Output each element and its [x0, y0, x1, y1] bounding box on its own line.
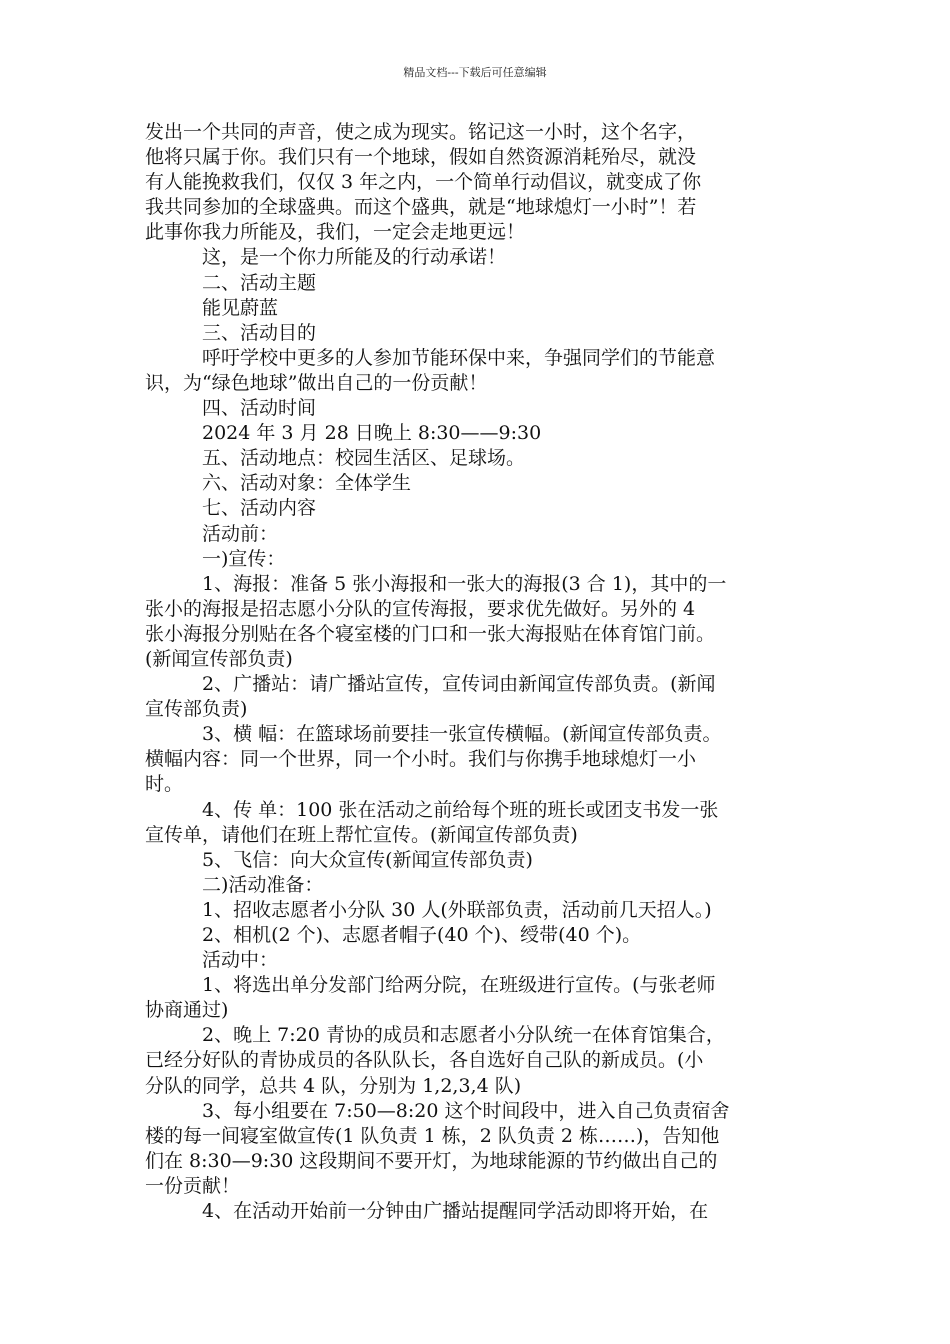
paragraph	[145, 672, 815, 722]
text-line: 1、将选出单分发部门给两分院，在班级进行宣传。(与张老师	[202, 974, 716, 997]
text-line: 已经分好队的青协成员的各队队长，各自选好自己队的新成员。(小	[145, 1049, 704, 1072]
text-line: 2024 年 3 月 28 日晚上 8:30——9:30	[202, 422, 542, 445]
text-line: 呼吁学校中更多的人参加节能环保中来，争强同学们的节能意	[202, 346, 716, 369]
paragraph	[145, 973, 815, 1023]
text-line: 宣传单，请他们在班上帮忙宣传。(新闻宣传部负责)	[145, 823, 578, 846]
paragraph	[145, 572, 815, 672]
paragraph	[145, 898, 815, 923]
paragraph	[145, 1199, 815, 1224]
text-line: 他将只属于你。我们只有一个地球，假如自然资源消耗殆尽，就没	[145, 146, 697, 169]
text-line: 三、活动目的	[202, 321, 317, 344]
text-line: 2、相机(2 个)、志愿者帽子(40 个)、绶带(40 个)。	[202, 924, 642, 946]
text-line: 宣传部负责)	[145, 698, 248, 721]
paragraph	[145, 798, 815, 848]
text-line: 此事你我力所能及，我们，一定会走地更远！	[145, 221, 526, 244]
text-line: 时。	[145, 773, 184, 796]
text-line: (新闻宣传部负责)	[145, 647, 293, 670]
paragraph	[145, 446, 815, 471]
paragraph	[145, 923, 815, 948]
text-line: 4、传 单：100 张在活动之前给每个班的班长或团支书发一张	[202, 798, 719, 821]
text-line: 2、晚上 7:20 青协的成员和志愿者小分队统一在体育馆集合，	[202, 1024, 725, 1047]
text-line: 1、招收志愿者小分队 30 人(外联部负责，活动前几天招人。)	[202, 898, 712, 921]
text-line: 3、每小组要在 7:50—8:20 这个时间段中，进入自己负责宿舍	[202, 1099, 730, 1122]
paragraph	[145, 1023, 815, 1098]
text-line: 2、广播站：请广播站宣传，宣传词由新闻宣传部负责。(新闻	[202, 673, 716, 696]
paragraph	[145, 321, 815, 346]
paragraph	[145, 245, 815, 270]
paragraph	[145, 1099, 815, 1199]
document-body	[145, 120, 815, 1224]
text-line: 活动中：	[202, 949, 279, 972]
paragraph	[145, 496, 815, 521]
paragraph	[145, 346, 815, 396]
text-line: 六、活动对象：全体学生	[202, 472, 412, 495]
text-line: 一)宣传：	[202, 547, 286, 570]
text-line: 1、海报：准备 5 张小海报和一张大的海报(3 合 1)，其中的一	[202, 572, 727, 595]
text-line: 发出一个共同的声音，使之成为现实。铭记这一小时，这个名字，	[145, 121, 697, 143]
text-line: 5、飞信：向大众宣传(新闻宣传部负责)	[202, 848, 533, 871]
paragraph	[145, 948, 815, 973]
text-line: 张小的海报是招志愿小分队的宣传海报，要求优先做好。另外的 4	[145, 597, 696, 620]
text-line: 横幅内容：同一个世界，同一个小时。我们与你携手地球熄灯一小	[145, 748, 697, 771]
text-line: 分队的同学，总共 4 队，分别为 1,2,3,4 队)	[145, 1074, 522, 1097]
paragraph	[145, 421, 815, 446]
paragraph	[145, 120, 815, 245]
paragraph	[145, 271, 815, 296]
paragraph	[145, 848, 815, 873]
text-line: 七、活动内容	[202, 497, 317, 520]
text-line: 四、活动时间	[202, 397, 317, 420]
text-line: 一份贡献！	[145, 1174, 241, 1197]
text-line: 这，是一个你力所能及的行动承诺！	[202, 246, 507, 269]
text-line: 协商通过)	[145, 999, 229, 1022]
text-line: 3、横 幅：在篮球场前要挂一张宣传横幅。(新闻宣传部负责。	[202, 723, 722, 746]
text-line: 楼的每一间寝室做宣传(1 队负责 1 栋，2 队负责 2 栋……)，告知他	[145, 1124, 720, 1147]
text-line: 能见蔚蓝	[202, 296, 279, 319]
paragraph	[145, 522, 815, 547]
text-line: 张小海报分别贴在各个寝室楼的门口和一张大海报贴在体育馆门前。	[145, 622, 716, 645]
text-line: 五、活动地点：校园生活区、足球场。	[202, 447, 526, 470]
text-line: 二、活动主题	[202, 271, 317, 294]
text-line: 二)活动准备：	[202, 873, 324, 896]
text-line: 识，为“绿色地球”做出自己的一份贡献！	[145, 371, 488, 394]
text-line: 4、在活动开始前一分钟由广播站提醒同学活动即将开始，在	[202, 1200, 709, 1223]
text-line: 活动前：	[202, 522, 279, 545]
text-line: 们在 8:30—9:30 这段期间不要开灯，为地球能源的节约做出自己的	[145, 1149, 718, 1172]
paragraph	[145, 547, 815, 572]
paragraph	[145, 722, 815, 797]
text-line: 有人能挽救我们，仅仅 3 年之内，一个简单行动倡议，就变成了你	[145, 171, 702, 194]
page-header: 精品文档---下载后可任意编辑	[403, 66, 547, 79]
paragraph	[145, 296, 815, 321]
text-line: 我共同参加的全球盛典。而这个盛典，就是“地球熄灯一小时”！若	[145, 196, 697, 219]
paragraph	[145, 471, 815, 496]
paragraph	[145, 873, 815, 898]
paragraph	[145, 396, 815, 421]
